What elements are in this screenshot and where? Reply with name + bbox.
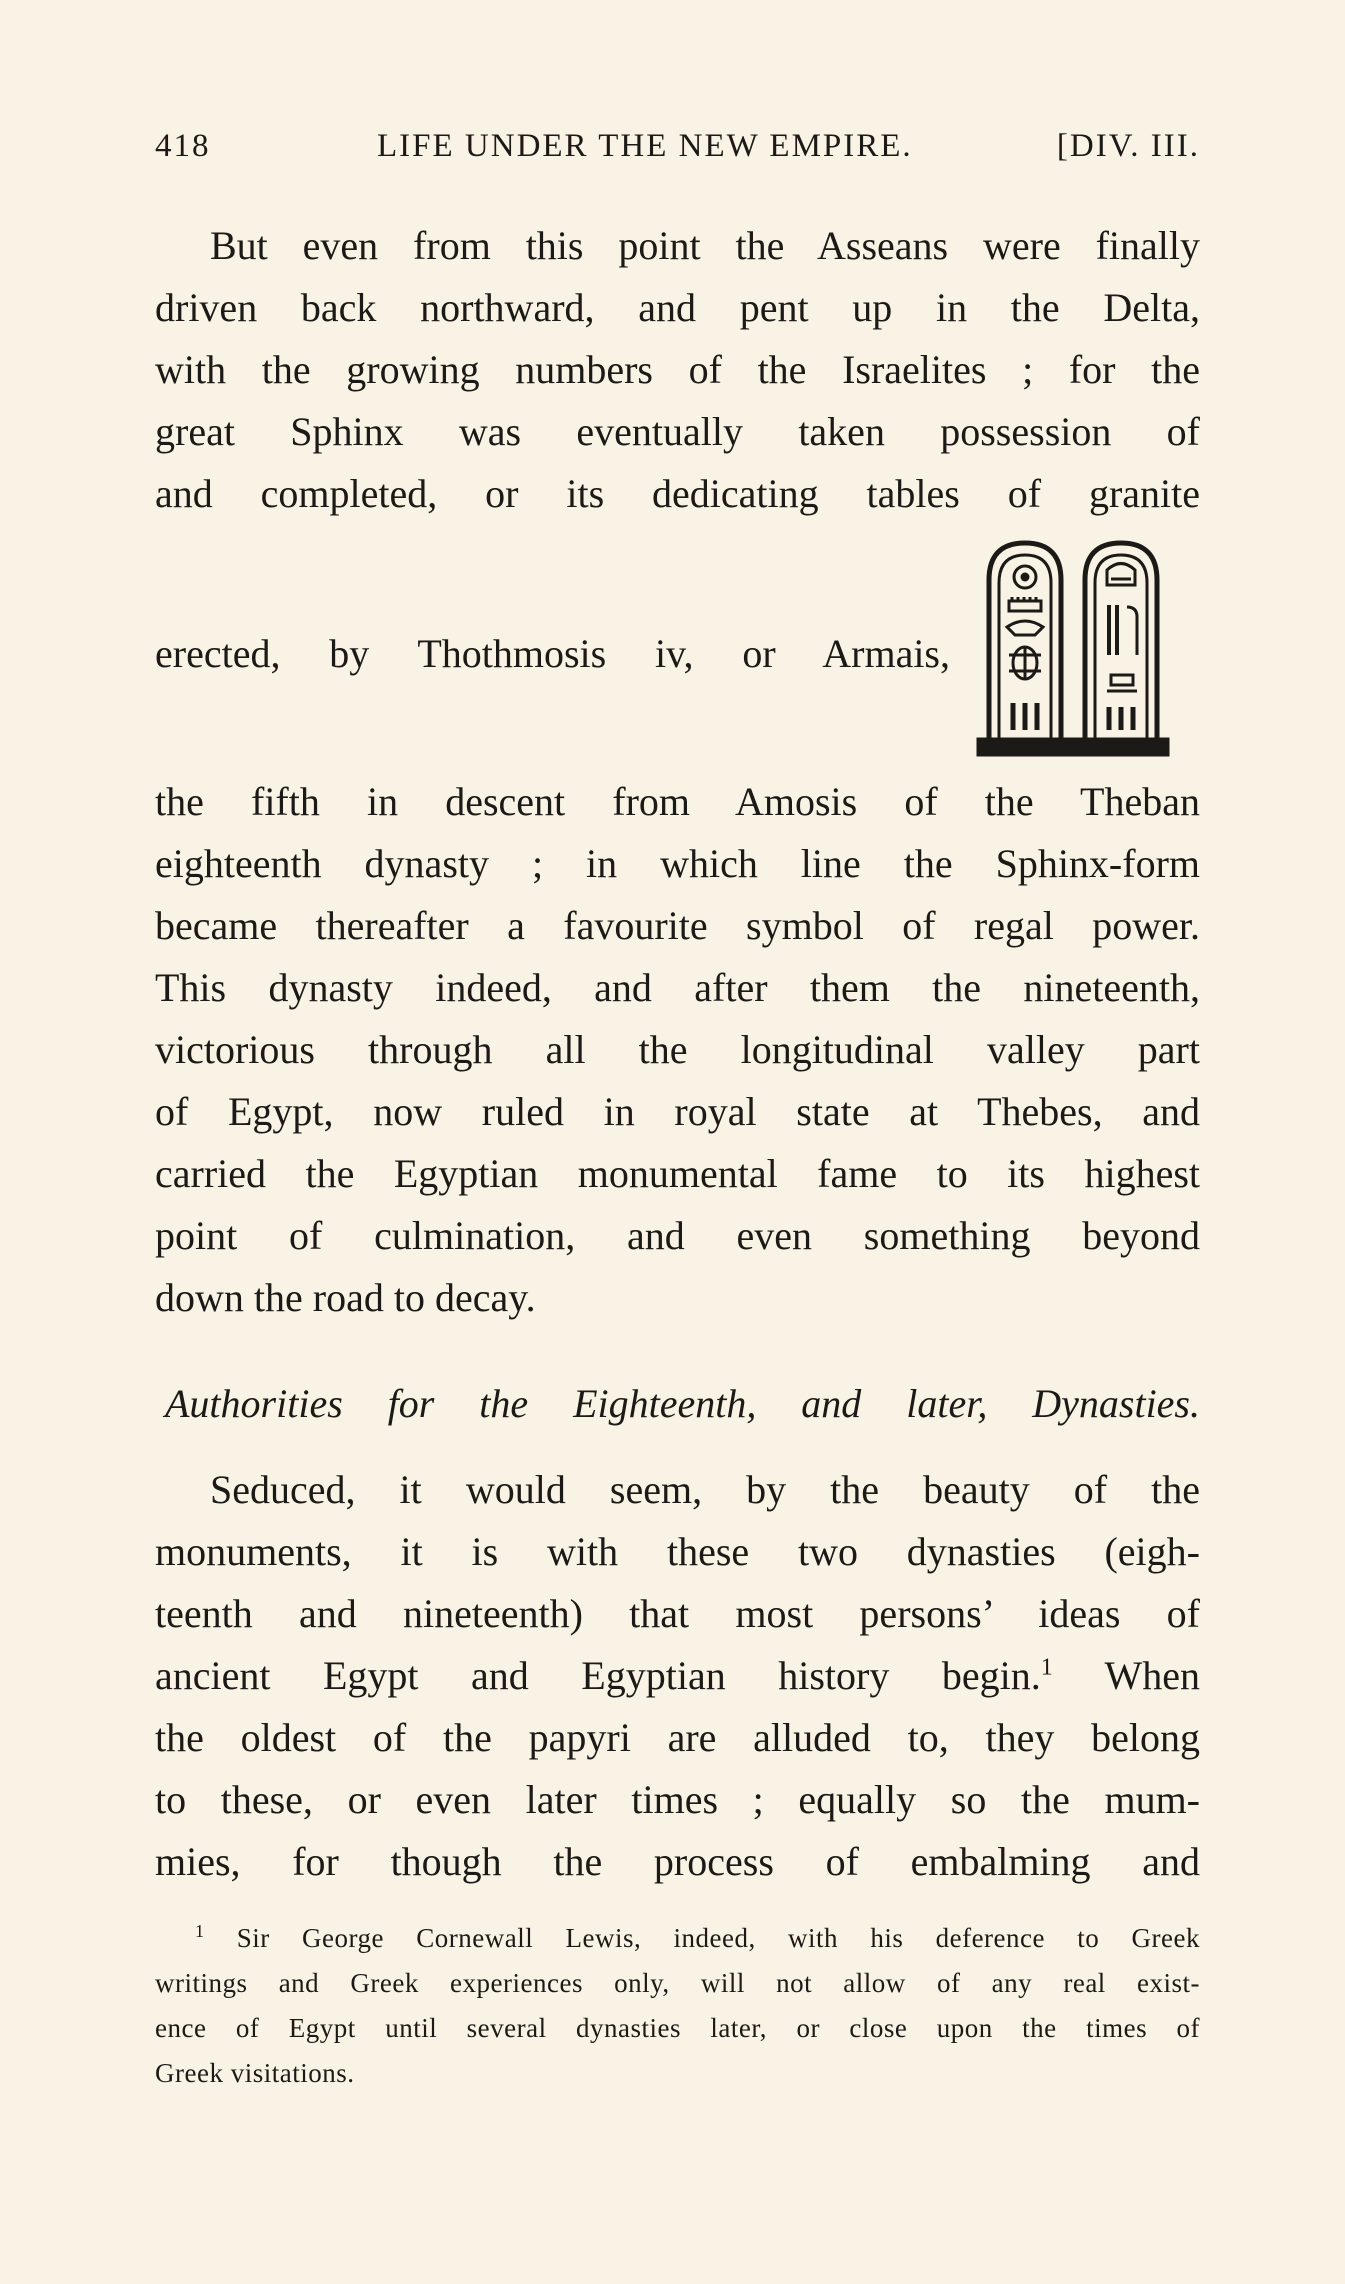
text-line: became thereafter a favourite symbol of regal power. [155,903,1200,948]
text-line: Seduced, it would seem, by the beauty of the [210,1467,1200,1512]
footnote-reference[interactable]: 1 [1040,1654,1053,1681]
footnote-line: writings and Greek experiences only, will not allow of any real exist- [155,1968,1200,1998]
text-line: victorious through all the longitudinal valley part [155,1027,1200,1072]
text-line: with the growing numbers of the Israelites ; for the [155,347,1200,392]
text-line: the fifth in descent from Amosis of the Theban [155,779,1200,824]
text-line: mies, for though the process of embalming and [155,1839,1200,1884]
text-line: the oldest of the papyri are alluded to, they belong [155,1715,1200,1760]
text-line: to these, or even later times ; equally so the mum- [155,1777,1200,1822]
running-head: LIFE UNDER THE NEW EMPIRE. [377,128,913,164]
footnote-line: Greek visitations. [155,2058,355,2088]
text-line: down the road to decay. [155,1275,536,1320]
text-line: This dynasty indeed, and after them the nineteenth, [155,965,1200,1010]
text-line: carried the Egyptian monumental fame to its highest [155,1151,1200,1196]
division-label: [DIV. III. [1056,128,1200,164]
text-line: teenth and nineteenth) that most persons’ ideas of [155,1591,1200,1636]
text-line: erected, by Thothmosis iv, or Armais, [155,631,950,676]
text-segment: When [1052,1653,1200,1698]
footnote-line [195,1920,1200,1957]
text-line: of Egypt, now ruled in royal state at Thebes, and [155,1089,1200,1134]
footnote-line: ence of Egypt until several dynasties later, or close upon the times of [155,2013,1200,2043]
text-line: point of culmination, and even something beyond [155,1213,1200,1258]
text-line: great Sphinx was eventually taken possession of [155,409,1200,454]
text-line: and completed, or its dedicating tables of granite [155,471,1200,516]
section-subheading: Authorities for the Eighteenth, and later, Dynasties. [165,1381,1200,1426]
text-line: eighteenth dynasty ; in which line the Sphinx-form [155,841,1200,886]
text-line: monuments, it is with these two dynasties (eigh- [155,1529,1200,1574]
footnote-text: Sir George Cornewall Lewis, indeed, with his deference to Greek [236,1923,1201,1953]
page-header [155,128,1200,176]
hieroglyph-cartouche-illustration [965,535,1205,765]
footnote-marker: 1 [195,1921,205,1941]
text-line: driven back northward, and pent up in the Delta, [155,285,1200,330]
text-line: But even from this point the Asseans were finally [210,223,1200,268]
page-number: 418 [155,128,211,164]
text-segment: ancient Egypt and Egyptian history begin. [155,1653,1041,1698]
text-line-with-note [155,1652,1200,1700]
